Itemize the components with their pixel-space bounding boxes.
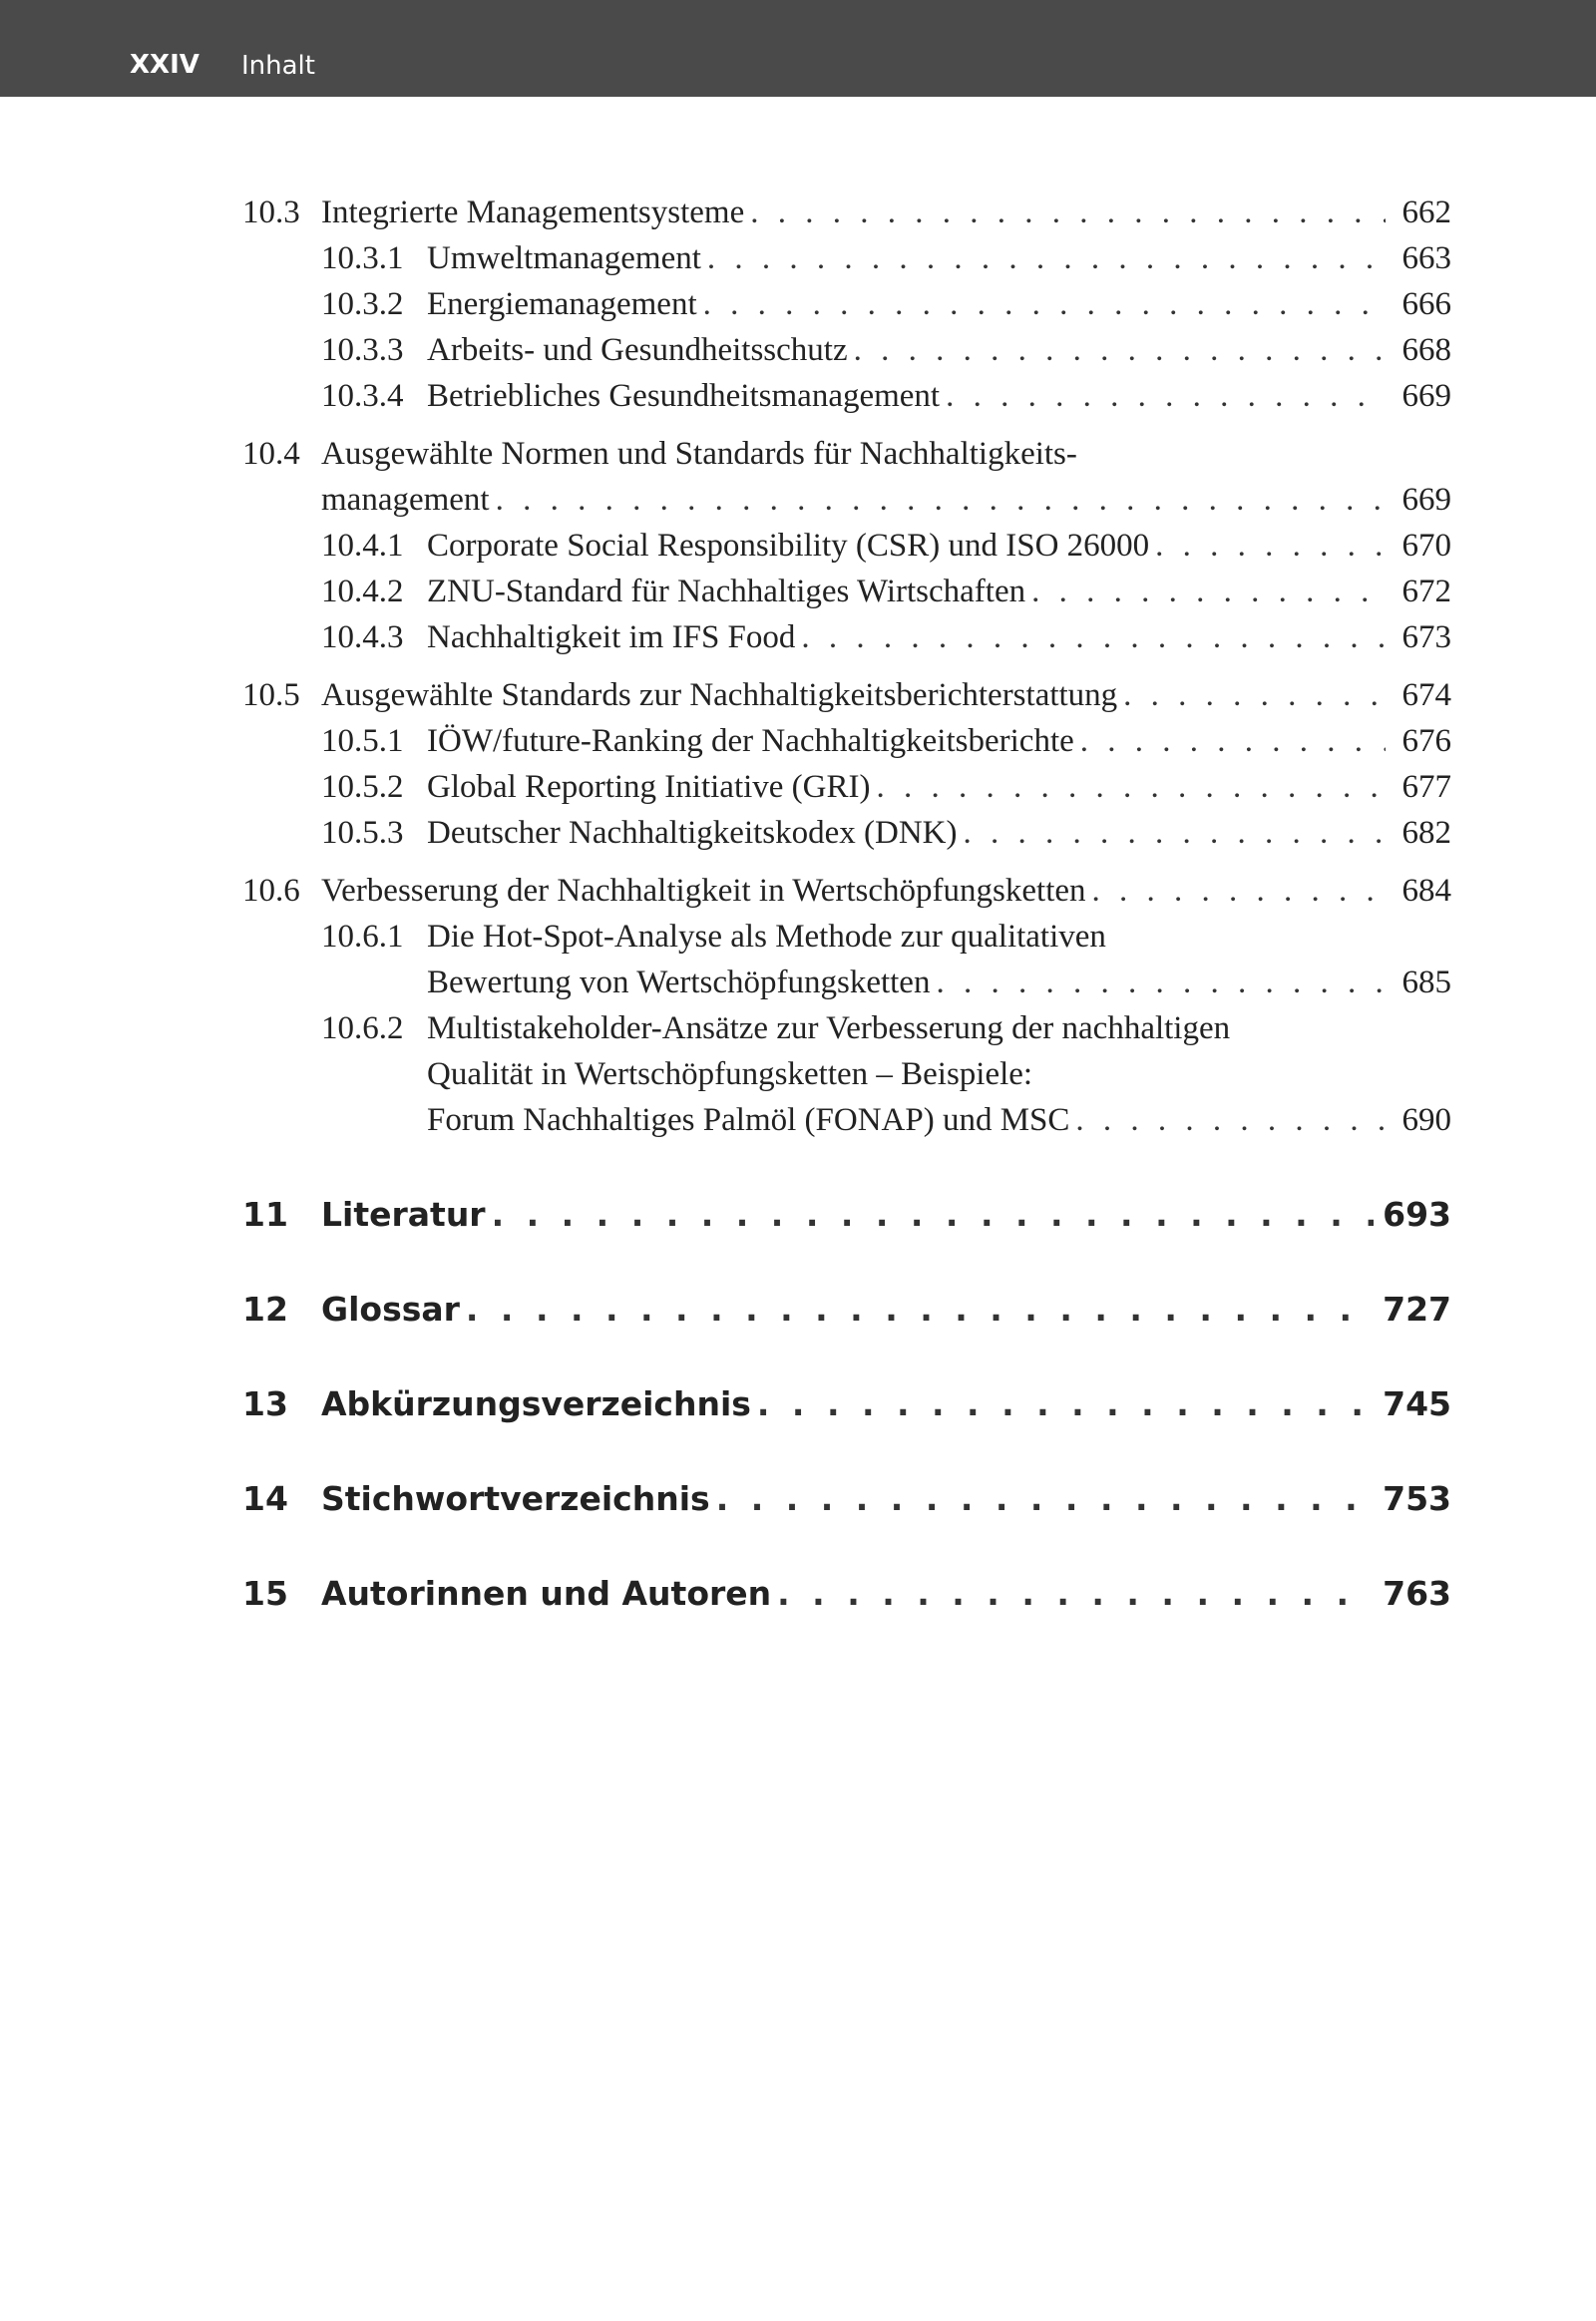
toc-number: 10.3.1 (321, 240, 404, 276)
toc-title: Verbesserung der Nachhaltigkeit in Wertschöpfungsketten (321, 873, 1086, 909)
dot-leader (1092, 868, 1386, 914)
toc-page: 674 (1401, 677, 1451, 713)
chapter-title: Glossar (321, 1290, 460, 1329)
chapter-title: Literatur (321, 1195, 486, 1234)
dot-leader (1080, 718, 1386, 764)
chapter-number: 15 (242, 1574, 288, 1613)
chapter-page: 727 (1383, 1290, 1451, 1329)
dot-leader (1123, 672, 1386, 718)
page-number: XXIV (130, 50, 200, 80)
chapter-number: 11 (242, 1195, 288, 1234)
toc-title: Forum Nachhaltiges Palmöl (FONAP) und MSC (427, 1102, 1070, 1138)
dot-leader (854, 327, 1386, 373)
toc-entry[interactable] (242, 1005, 1451, 1051)
toc-entry[interactable] (242, 569, 1451, 614)
toc-title: Ausgewählte Standards zur Nachhaltigkeitsberichterstattung (321, 677, 1118, 713)
chapter-title: Autorinnen und Autoren (321, 1574, 772, 1613)
toc-title: Betriebliches Gesundheitsmanagement (427, 378, 941, 414)
toc-title: ZNU-Standard für Nachhaltiges Wirtschaften (427, 574, 1026, 609)
dot-leader (946, 373, 1386, 419)
chapter-page: 745 (1383, 1384, 1451, 1423)
dot-leader (1155, 523, 1386, 569)
toc-entry-continuation[interactable] (242, 477, 1451, 523)
toc-title: Nachhaltigkeit im IFS Food (427, 619, 796, 655)
toc-entry[interactable] (242, 672, 1451, 718)
toc-page: 670 (1401, 528, 1451, 564)
toc-page: 662 (1401, 194, 1451, 230)
chapter-number: 13 (242, 1384, 288, 1423)
dot-leader (492, 1191, 1374, 1239)
toc-number: 10.6.1 (321, 919, 404, 955)
toc-page: 663 (1401, 240, 1451, 276)
toc-page: 685 (1401, 965, 1451, 1000)
toc-entry[interactable] (242, 327, 1451, 373)
toc-chapter[interactable] (242, 1380, 1451, 1428)
dot-leader (1031, 569, 1386, 614)
toc-entry[interactable] (242, 914, 1451, 960)
toc-number: 10.6.2 (321, 1010, 404, 1046)
page-header (0, 0, 1596, 97)
dot-leader (496, 477, 1386, 523)
toc-page: 672 (1401, 574, 1451, 609)
toc-page: 684 (1401, 873, 1451, 909)
toc-entry[interactable] (242, 718, 1451, 764)
toc-number: 10.5.3 (321, 815, 404, 851)
toc-entry[interactable] (242, 523, 1451, 569)
toc-entry[interactable] (242, 373, 1451, 419)
toc-entry[interactable] (242, 764, 1451, 810)
toc-page: 676 (1401, 723, 1451, 759)
toc-title: Ausgewählte Normen und Standards für Nachhaltigkeits- (321, 436, 1077, 472)
toc-number: 10.4 (242, 436, 300, 472)
toc-page: 673 (1401, 619, 1451, 655)
toc-entry[interactable] (242, 868, 1451, 914)
chapter-page: 763 (1383, 1574, 1451, 1613)
dot-leader (757, 1380, 1374, 1428)
toc-title: Arbeits- und Gesundheitsschutz (427, 332, 848, 368)
toc-entry[interactable] (242, 810, 1451, 856)
chapter-page: 693 (1383, 1195, 1451, 1234)
dot-leader (964, 810, 1387, 856)
toc-page: 677 (1401, 769, 1451, 805)
running-title: Inhalt (241, 51, 315, 81)
toc-page: 666 (1401, 286, 1451, 322)
toc-chapter[interactable] (242, 1286, 1451, 1334)
table-of-contents (242, 190, 1451, 1618)
dot-leader (750, 190, 1386, 235)
toc-page: 669 (1401, 378, 1451, 414)
toc-number: 10.4.1 (321, 528, 404, 564)
dot-leader (466, 1286, 1374, 1334)
chapter-page: 753 (1383, 1479, 1451, 1518)
dot-leader (801, 614, 1386, 660)
toc-entry[interactable] (242, 235, 1451, 281)
chapter-number: 12 (242, 1290, 288, 1329)
toc-entry-continuation[interactable] (242, 1051, 1451, 1097)
toc-number: 10.5.1 (321, 723, 404, 759)
dot-leader (936, 960, 1386, 1005)
toc-number: 10.6 (242, 873, 300, 909)
toc-entry[interactable] (242, 431, 1451, 477)
toc-entry-continuation[interactable] (242, 1097, 1451, 1143)
toc-number: 10.3.3 (321, 332, 404, 368)
toc-number: 10.4.3 (321, 619, 404, 655)
toc-number: 10.3.2 (321, 286, 404, 322)
toc-number: 10.3.4 (321, 378, 404, 414)
toc-title: Umweltmanagement (427, 240, 701, 276)
chapter-number: 14 (242, 1479, 288, 1518)
toc-chapter[interactable] (242, 1475, 1451, 1523)
toc-entry[interactable] (242, 614, 1451, 660)
toc-page: 682 (1401, 815, 1451, 851)
toc-page: 669 (1401, 482, 1451, 518)
toc-title: Corporate Social Responsibility (CSR) und ISO 26000 (427, 528, 1150, 564)
dot-leader (777, 1570, 1374, 1618)
toc-title: Qualität in Wertschöpfungsketten – Beispiele: (427, 1056, 1033, 1092)
toc-title: Deutscher Nachhaltigkeitskodex (DNK) (427, 815, 958, 851)
toc-title: Global Reporting Initiative (GRI) (427, 769, 871, 805)
dot-leader (877, 764, 1387, 810)
toc-title: management (321, 482, 490, 518)
toc-number: 10.5.2 (321, 769, 404, 805)
toc-entry[interactable] (242, 190, 1451, 235)
dot-leader (1075, 1097, 1386, 1143)
dot-leader (703, 281, 1386, 327)
toc-chapter[interactable] (242, 1570, 1451, 1618)
toc-title: Die Hot-Spot-Analyse als Methode zur qualitativen (427, 919, 1106, 955)
toc-entry[interactable] (242, 281, 1451, 327)
toc-title: Energiemanagement (427, 286, 697, 322)
toc-title: Multistakeholder-Ansätze zur Verbesserung der nachhaltigen (427, 1010, 1231, 1046)
toc-title: Integrierte Managementsysteme (321, 194, 745, 230)
toc-number: 10.5 (242, 677, 300, 713)
toc-page: 668 (1401, 332, 1451, 368)
toc-entry-continuation[interactable] (242, 960, 1451, 1005)
dot-leader (707, 235, 1386, 281)
toc-chapter[interactable] (242, 1191, 1451, 1239)
toc-number: 10.4.2 (321, 574, 404, 609)
dot-leader (716, 1475, 1374, 1523)
toc-number: 10.3 (242, 194, 300, 230)
chapter-title: Abkürzungsverzeichnis (321, 1384, 751, 1423)
chapter-title: Stichwortverzeichnis (321, 1479, 710, 1518)
toc-page: 690 (1401, 1102, 1451, 1138)
toc-title: Bewertung von Wertschöpfungsketten (427, 965, 931, 1000)
toc-title: IÖW/future-Ranking der Nachhaltigkeitsberichte (427, 723, 1074, 759)
